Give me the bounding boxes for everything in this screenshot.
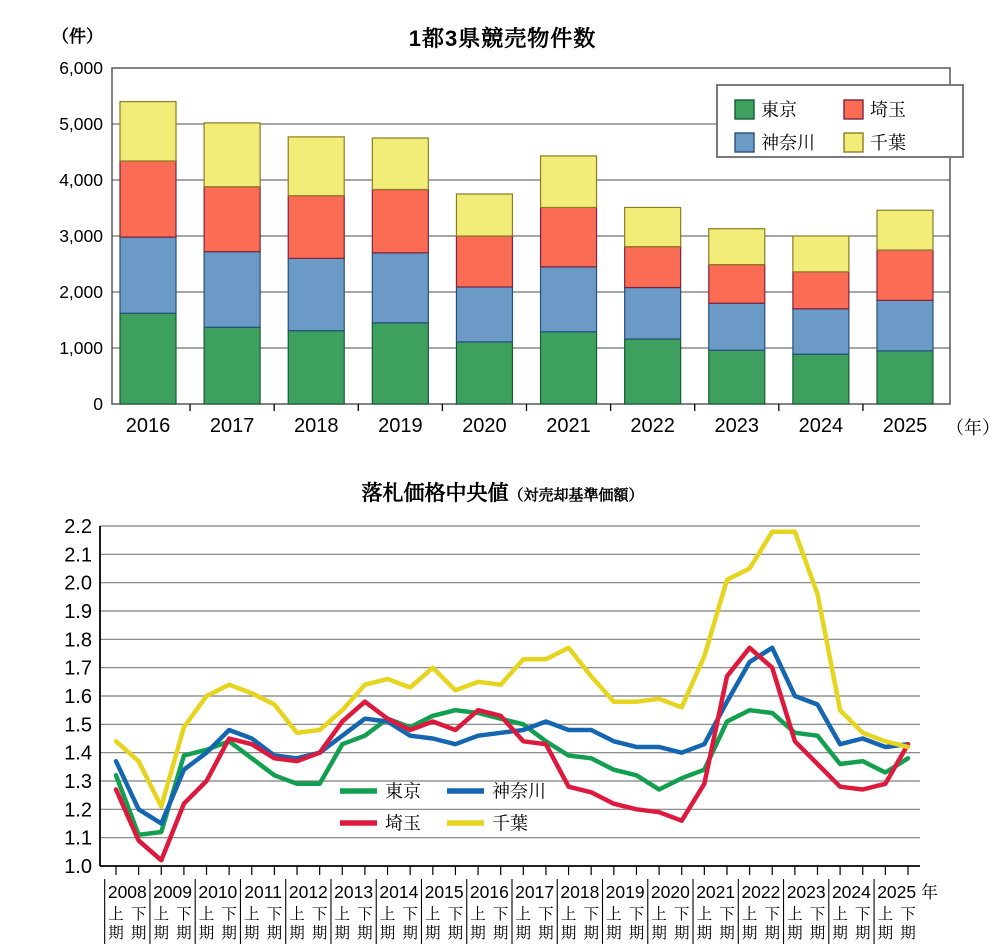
bar-segment-神奈川: [456, 287, 512, 342]
period-row1-label: 上: [244, 906, 260, 923]
period-row1-label: 下: [492, 906, 509, 923]
bar-segment-東京: [288, 331, 344, 404]
bar-segment-神奈川: [877, 300, 933, 350]
legend-item-千葉: [844, 133, 906, 153]
period-row2-label: 期: [311, 925, 328, 942]
bar-segment-神奈川: [120, 237, 176, 313]
period-row2-label: 期: [244, 925, 260, 942]
legend-label: 埼玉: [870, 100, 906, 120]
period-row2-label: 期: [696, 925, 713, 942]
period-row2-label: 期: [809, 925, 826, 942]
period-row1-label: 下: [628, 906, 645, 923]
bar-segment-千葉: [793, 236, 849, 272]
year-label: 2025: [877, 882, 917, 902]
y-axis-tick-label: 1.3: [64, 771, 92, 793]
period-row1-label: 上: [741, 906, 758, 923]
y-axis-tick-label: 2.0: [64, 572, 92, 595]
x-axis-tick-label: 2024: [798, 415, 844, 437]
line-chart-title-sub: （対売却基準価額）: [508, 487, 644, 504]
period-row1-label: 下: [809, 906, 826, 923]
legend-item-千葉: [447, 814, 528, 834]
legend-swatch: [735, 100, 754, 119]
legend-swatch: [844, 133, 863, 152]
period-row1-label: 上: [515, 906, 532, 923]
period-row2-label: 期: [130, 925, 147, 942]
legend-swatch: [844, 100, 863, 119]
bar-segment-東京: [541, 332, 597, 404]
period-row1-label: 上: [696, 906, 713, 923]
period-row2-label: 期: [719, 925, 735, 942]
bar-segment-東京: [120, 313, 176, 404]
year-label: 2023: [786, 882, 826, 902]
period-row2-label: 期: [447, 925, 464, 942]
bar-segment-千葉: [120, 102, 176, 161]
period-row2-label: 期: [266, 925, 283, 942]
bar-segment-千葉: [288, 137, 344, 196]
year-label: 2011: [244, 882, 282, 902]
y-axis-tick-label: 1.2: [64, 799, 92, 822]
bar-segment-千葉: [456, 194, 512, 236]
bar-segment-埼玉: [456, 236, 512, 287]
legend-label: 東京: [385, 781, 421, 802]
x-axis-tick-label: 2025: [882, 415, 928, 437]
legend-label: 神奈川: [492, 781, 546, 802]
period-row1-label: 上: [108, 906, 124, 923]
period-row1-label: 下: [900, 906, 916, 923]
period-row2-label: 期: [854, 925, 871, 942]
y-axis-tick-label: 3,000: [59, 226, 103, 246]
legend-item-東京: [735, 100, 797, 120]
period-row2-label: 期: [198, 925, 215, 942]
period-row1-label: 下: [176, 906, 192, 923]
bar-segment-東京: [625, 339, 681, 404]
period-row1-label: 上: [832, 906, 848, 923]
period-row1-label: 下: [538, 906, 554, 923]
year-label: 2014: [379, 882, 419, 902]
period-row2-label: 期: [832, 925, 848, 942]
period-row2-label: 期: [673, 925, 690, 942]
bar-segment-千葉: [372, 138, 428, 190]
year-label: 2022: [741, 882, 781, 902]
period-row1-label: 上: [198, 906, 215, 923]
legend-item-神奈川: [735, 133, 815, 153]
bar-segment-埼玉: [204, 187, 260, 252]
bar-segment-神奈川: [709, 303, 765, 350]
period-row1-label: 下: [583, 906, 599, 923]
y-axis-tick-label: 2.1: [64, 544, 92, 567]
period-row1-label: 上: [425, 906, 441, 923]
year-label: 2021: [696, 882, 736, 902]
period-row2-label: 期: [741, 925, 758, 942]
period-row1-label: 上: [289, 906, 305, 923]
y-axis-tick-label: 1,000: [59, 338, 103, 358]
period-row1-label: 下: [719, 906, 735, 923]
period-row2-label: 期: [357, 925, 373, 942]
bar-segment-神奈川: [372, 253, 428, 323]
bar-segment-東京: [372, 323, 428, 404]
period-row2-label: 期: [176, 925, 192, 942]
period-row1-label: 上: [651, 906, 667, 923]
year-label: 2018: [560, 882, 600, 902]
period-row1-label: 下: [764, 906, 780, 923]
legend-item-埼玉: [340, 814, 421, 834]
bar-segment-神奈川: [288, 258, 344, 330]
y-axis-tick-label: 1.9: [64, 601, 92, 623]
period-row1-label: 上: [877, 906, 894, 923]
y-axis-tick-label: 1.4: [64, 742, 92, 765]
period-row1-label: 下: [221, 906, 237, 923]
bar-segment-千葉: [204, 123, 260, 187]
x-axis-tick-label: 2021: [546, 415, 591, 437]
x-axis-tick-label: 2020: [462, 415, 507, 437]
bar-segment-千葉: [877, 210, 933, 250]
x-axis-tick-label: 2017: [209, 415, 255, 437]
year-label: 2017: [515, 882, 555, 902]
period-row1-label: 上: [787, 906, 803, 923]
year-label: 2024: [831, 882, 871, 902]
period-row2-label: 期: [560, 925, 577, 942]
period-row1-label: 上: [334, 906, 351, 923]
y-axis-tick-label: 6,000: [59, 58, 103, 78]
y-axis-tick-label: 2,000: [59, 282, 103, 302]
period-row1-label: 下: [357, 906, 373, 923]
bar-segment-神奈川: [793, 309, 849, 354]
y-axis-tick-label: 4,000: [59, 170, 103, 190]
year-label: 2015: [424, 882, 464, 902]
bar-segment-埼玉: [541, 207, 597, 266]
bar-segment-埼玉: [288, 196, 344, 259]
bar-chart-title: 1都3県競売物件数: [408, 26, 597, 51]
bar-segment-東京: [793, 354, 849, 404]
legend-swatch: [735, 133, 754, 152]
period-row1-label: 上: [560, 906, 577, 923]
year-label: 2019: [605, 882, 645, 902]
year-label: 2009: [153, 882, 193, 902]
year-label: 2012: [288, 882, 328, 902]
period-row2-label: 期: [900, 925, 916, 942]
period-row2-label: 期: [221, 925, 237, 942]
period-row2-label: 期: [153, 925, 170, 942]
bar-segment-神奈川: [625, 288, 681, 340]
line-chart-year-suffix: 年: [921, 883, 938, 902]
legend-item-東京: [340, 782, 421, 802]
y-axis-tick-label: 1.8: [64, 629, 92, 652]
year-label: 2008: [107, 882, 147, 902]
bar-chart-unit-label: （件）: [52, 27, 103, 46]
y-axis-tick-label: 0: [93, 394, 103, 414]
legend-item-埼玉: [844, 100, 906, 120]
series-line-千葉: [116, 532, 908, 807]
y-axis-tick-label: 1.6: [64, 686, 92, 708]
period-row1-label: 下: [311, 906, 328, 923]
legend-label: 千葉: [870, 133, 906, 153]
period-row2-label: 期: [606, 925, 622, 942]
period-row2-label: 期: [108, 925, 124, 942]
period-row1-label: 下: [130, 906, 147, 923]
bar-segment-埼玉: [372, 190, 428, 253]
period-row1-label: 下: [447, 906, 464, 923]
bar-segment-千葉: [541, 156, 597, 208]
bar-segment-埼玉: [793, 272, 849, 309]
period-row2-label: 期: [787, 925, 803, 942]
period-row1-label: 上: [470, 906, 486, 923]
y-axis-tick-label: 1.1: [64, 827, 92, 850]
bar-segment-千葉: [709, 229, 765, 265]
period-row1-label: 下: [854, 906, 871, 923]
period-row2-label: 期: [425, 925, 441, 942]
bar-segment-埼玉: [625, 247, 681, 288]
legend-label: 埼玉: [385, 813, 421, 834]
period-row1-label: 下: [673, 906, 690, 923]
x-axis-tick-label: 2018: [293, 415, 339, 437]
y-axis-tick-label: 1.7: [64, 657, 92, 680]
year-label: 2013: [334, 882, 374, 902]
period-row1-label: 上: [379, 906, 396, 923]
legend-label: 東京: [761, 100, 797, 120]
y-axis-tick-label: 1.0: [64, 856, 92, 878]
bar-segment-東京: [456, 342, 512, 404]
period-row2-label: 期: [764, 925, 780, 942]
period-row1-label: 下: [266, 906, 283, 923]
period-row2-label: 期: [877, 925, 894, 942]
legend-label: 千葉: [492, 813, 528, 834]
period-row2-label: 期: [651, 925, 667, 942]
bar-segment-千葉: [625, 207, 681, 246]
x-axis-tick-label: 2019: [378, 415, 423, 437]
x-axis-tick-label: 2016: [125, 415, 171, 437]
bar-segment-東京: [877, 351, 933, 404]
period-row2-label: 期: [402, 925, 418, 942]
period-row2-label: 期: [628, 925, 645, 942]
period-row2-label: 期: [334, 925, 351, 942]
y-axis-tick-label: 1.5: [64, 714, 92, 737]
y-axis-tick-label: 2.2: [64, 516, 92, 538]
period-row2-label: 期: [379, 925, 396, 942]
x-axis-tick-label: 2022: [630, 415, 675, 437]
period-row2-label: 期: [583, 925, 599, 942]
bar-segment-神奈川: [541, 267, 597, 332]
y-axis-tick-label: 5,000: [59, 114, 103, 134]
year-label: 2020: [650, 882, 690, 902]
x-axis-tick-label: 2023: [714, 415, 760, 437]
line-chart-title-main: 落札価格中央値: [361, 482, 509, 505]
bar-segment-東京: [709, 350, 765, 404]
year-label: 2016: [469, 882, 509, 902]
period-row2-label: 期: [470, 925, 486, 942]
period-row1-label: 下: [402, 906, 418, 923]
period-row1-label: 上: [153, 906, 170, 923]
period-row2-label: 期: [492, 925, 509, 942]
year-label: 2010: [198, 882, 238, 902]
period-row2-label: 期: [538, 925, 554, 942]
bar-segment-埼玉: [877, 250, 933, 300]
legend-label: 神奈川: [761, 133, 815, 153]
bar-segment-神奈川: [204, 252, 260, 328]
legend-item-神奈川: [447, 782, 546, 802]
bar-segment-埼玉: [709, 265, 765, 304]
bar-chart-year-suffix: （年）: [946, 418, 1000, 438]
bar-segment-埼玉: [120, 161, 176, 237]
bar-segment-東京: [204, 327, 260, 404]
period-row2-label: 期: [289, 925, 305, 942]
period-row2-label: 期: [515, 925, 532, 942]
period-row1-label: 上: [606, 906, 622, 923]
winning-bid-ratio-line-chart: [0, 460, 1005, 947]
auction-count-bar-chart: [0, 0, 1005, 460]
